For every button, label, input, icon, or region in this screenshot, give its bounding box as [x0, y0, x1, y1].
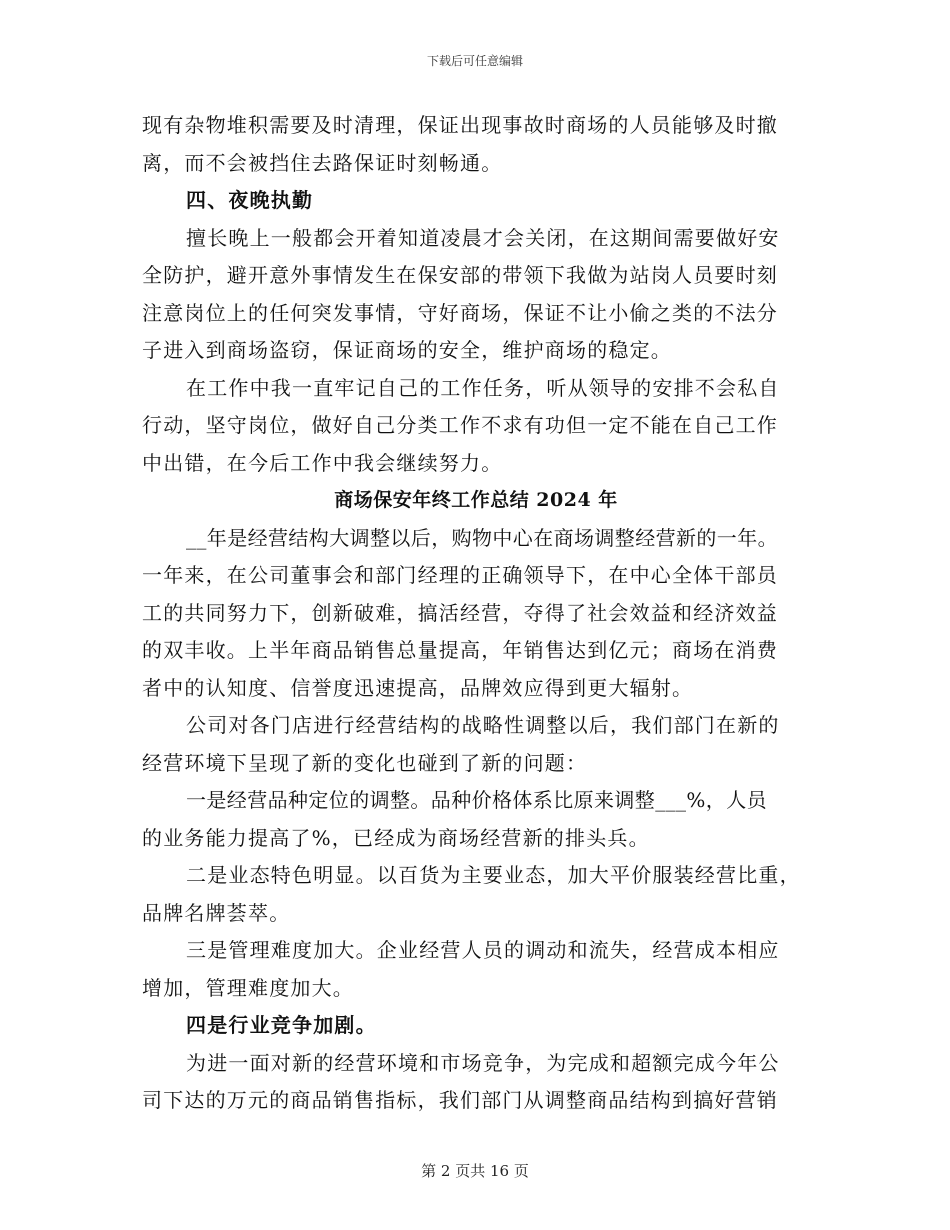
- page-header: 下载后可任意编辑: [426, 54, 523, 68]
- body-line: 现有杂物堆积需要及时清理，保证出现事故时商场的人员能够及时撤: [142, 113, 778, 137]
- section-heading: 四、夜晚执勤: [186, 188, 314, 212]
- body-line: 经营环境下呈现了新的变化也碰到了新的问题：: [142, 750, 588, 775]
- body-line: 在工作中我一直牢记自己的工作任务，听从领导的安排不会私自: [186, 375, 780, 400]
- body-line: 三是管理难度加大。企业经营人员的调动和流失，经营成本相应: [186, 938, 780, 962]
- body-line: 擅长晚上一般都会开着知道凌晨才会关闭，在这期间需要做好安: [186, 225, 780, 250]
- body-line: __年是经营结构大调整以后，购物中心在商场调整经营新的一年。: [186, 525, 778, 550]
- body-line: 的业务能力提高了%，已经成为商场经营新的排头兵。: [142, 825, 650, 850]
- section-heading: 四是行业竞争加剧。: [186, 1013, 377, 1037]
- document-body: [142, 107, 810, 1120]
- body-line: 中出错，在今后工作中我会继续努力。: [142, 450, 503, 475]
- body-line: 品牌名牌荟萃。: [142, 900, 291, 925]
- body-line: 二是业态特色明显。以百货为主要业态，加大平价服装经营比重，: [186, 863, 801, 887]
- body-line: 全防护，避开意外事情发生在保安部的带领下我做为站岗人员要时刻: [142, 263, 778, 287]
- document-title: 商场保安年终工作总结 2024 年: [334, 489, 618, 511]
- body-line: 为进一面对新的经营环境和市场竞争，为完成和超额完成今年公: [186, 1050, 780, 1075]
- page-number: 第 2 页共 16 页: [421, 1162, 529, 1180]
- body-line: 子进入到商场盗窃，保证商场的安全，维护商场的稳定。: [142, 338, 672, 362]
- body-line: 增加，管理难度加大。: [142, 975, 354, 1000]
- body-line: 一是经营品种定位的调整。品种价格体系比原来调整___%，人员: [186, 788, 768, 812]
- body-line: 工的共同努力下，创新破难，搞活经营，夺得了社会效益和经济效益: [142, 600, 778, 625]
- body-line: 者中的认知度、信誉度迅速提高，品牌效应得到更大辐射。: [142, 675, 694, 700]
- body-line: 行动，坚守岗位，做好自己分类工作不求有功但一定不能在自己工作: [142, 413, 778, 437]
- body-line: 注意岗位上的任何突发事情，守好商场，保证不让小偷之类的不法分: [142, 300, 778, 325]
- body-line: 的双丰收。上半年商品销售总量提高，年销售达到亿元；商场在消费: [142, 638, 778, 662]
- body-line: 公司对各门店进行经营结构的战略性调整以后，我们部门在新的: [186, 713, 780, 737]
- body-line: 司下达的万元的商品销售指标，我们部门从调整商品结构到搞好营销: [142, 1088, 778, 1112]
- body-line: 一年来，在公司董事会和部门经理的正确领导下，在中心全体干部员: [142, 563, 778, 587]
- body-line: 离，而不会被挡住去路保证时刻畅通。: [142, 150, 503, 175]
